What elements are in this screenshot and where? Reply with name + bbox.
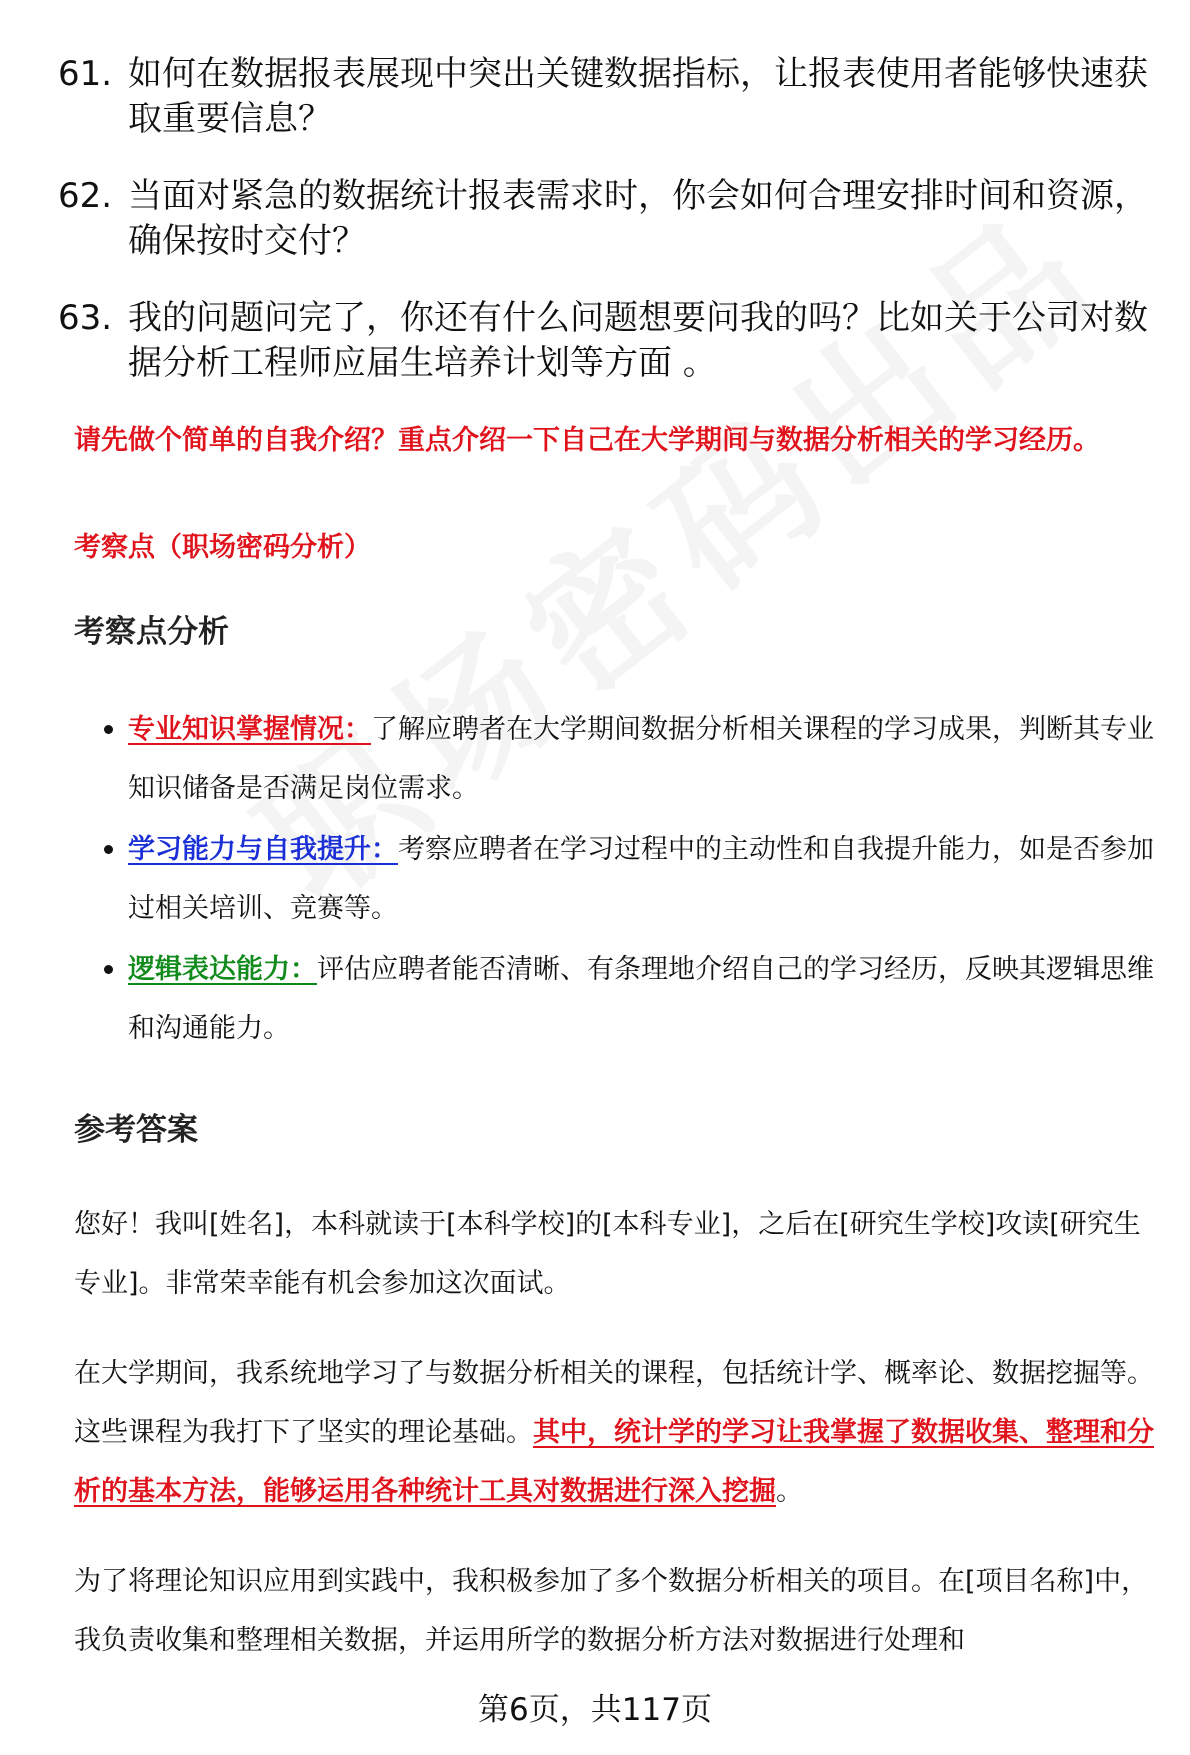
bullet-term: 学习能力与自我提升： [128,834,398,865]
highlighted-text: 其中，统计学的学习让我掌握了数据收集、整理和分析的基本方法，能够运用各种统计工具对数据进行深入挖掘 [74,1417,1154,1507]
bullet-term: 逻辑表达能力： [128,954,317,985]
focus-label: 考察点（职场密码分析） [74,532,371,563]
answer-paragraph-3: 为了将理论知识应用到实践中，我积极参加了多个数据分析相关的项目。在[项目名称]中，我负责收集和整理相关数据，并运用所学的数据分析方法对数据进行处理和 [74,1566,1149,1656]
bullet-text: 评估应聘者能否清晰、有条理地介绍自己的学习经历，反映其逻辑思维和沟通能力。 [128,954,1154,1044]
analysis-bullet-list [74,700,1164,1060]
question-text: 我的问题问完了，你还有什么问题想要问我的吗？比如关于公司对数据分析工程师应届生培养计划等方面 。 [128,298,1148,383]
question-number: 62. [58,176,113,216]
question-list [58,52,1148,418]
page-footer: 第6页，共117页 [478,1692,712,1728]
bullet-item [74,700,1164,818]
analysis-heading: 考察点分析 [74,614,229,650]
bullet-item [74,820,1164,938]
question-item-63 [58,296,1148,386]
bullet-dot-icon [104,725,113,734]
paragraph-text: 在大学期间，我系统地学习了与数据分析相关的课程，包括统计学、概率论、数据挖掘等。这些课程为我打下了坚实的理论基础。 [74,1358,1154,1448]
answer-heading: 参考答案 [74,1112,198,1148]
bullet-item [74,940,1164,1058]
bullet-text: 考察应聘者在学习过程中的主动性和自我提升能力，如是否参加过相关培训、竞赛等。 [128,834,1154,924]
bullet-text: 了解应聘者在大学期间数据分析相关课程的学习成果，判断其专业知识储备是否满足岗位需求。 [128,714,1154,804]
main-question: 请先做个简单的自我介绍？重点介绍一下自己在大学期间与数据分析相关的学习经历。 [74,425,1100,456]
question-number: 63. [58,298,113,338]
question-item-61 [58,52,1148,142]
question-number: 61. [58,54,113,94]
question-text: 如何在数据报表展现中突出关键数据指标，让报表使用者能够快速获取重要信息？ [128,54,1148,139]
paragraph-end: 。 [776,1476,803,1507]
bullet-term: 专业知识掌握情况： [128,714,371,745]
question-text: 当面对紧急的数据统计报表需求时，你会如何合理安排时间和资源，确保按时交付？ [128,176,1148,261]
bullet-dot-icon [104,965,113,974]
question-item-62 [58,174,1148,264]
bullet-dot-icon [104,845,113,854]
answer-paragraph-1: 您好！我叫[姓名]，本科就读于[本科学校]的[本科专业]，之后在[研究生学校]攻读[研究生专业]。非常荣幸能有机会参加这次面试。 [74,1209,1141,1299]
answer-paragraph-2 [74,1344,1164,1521]
